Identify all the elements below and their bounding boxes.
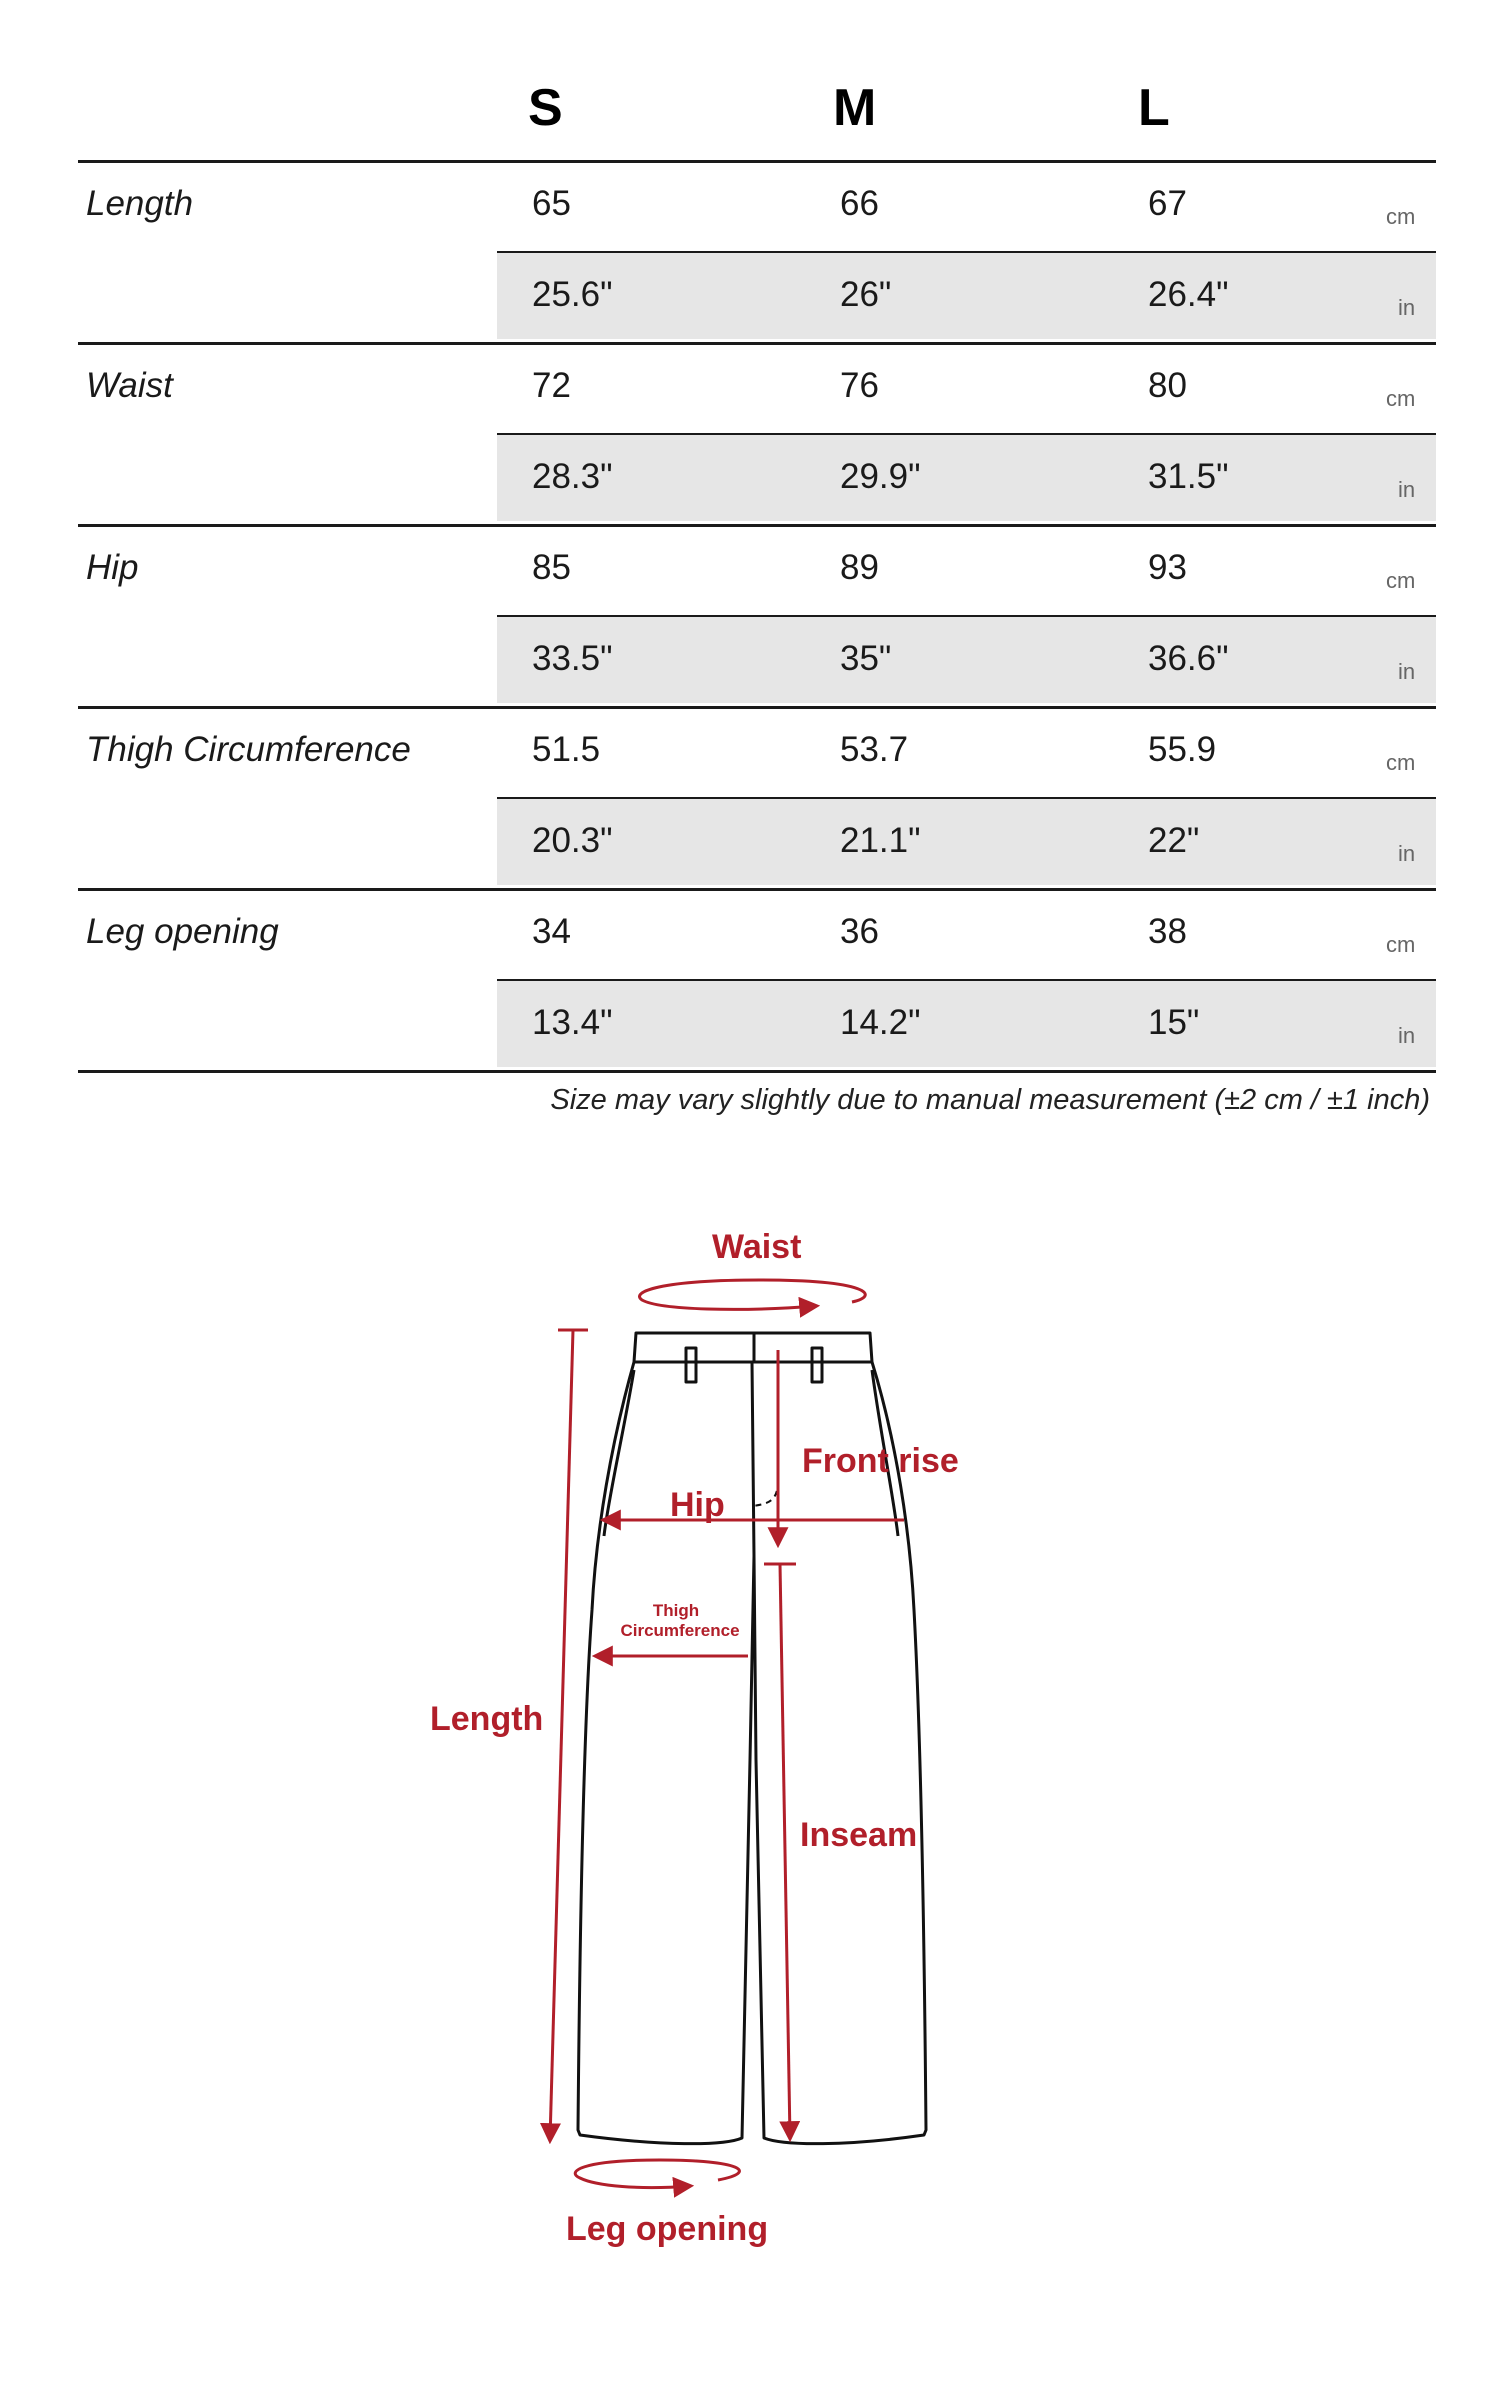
in-value-thigh-circumference-l: 22" bbox=[1148, 821, 1200, 860]
belt-loop-right bbox=[812, 1348, 822, 1382]
unit-label-in: in bbox=[1398, 659, 1416, 684]
row-label-length: Length bbox=[86, 184, 194, 223]
unit-divider bbox=[497, 797, 1436, 799]
cm-value-leg-opening-l: 38 bbox=[1148, 912, 1187, 951]
unit-label-in: in bbox=[1398, 841, 1416, 866]
in-value-thigh-circumference-m: 21.1" bbox=[840, 821, 921, 860]
label-length: Length bbox=[430, 1700, 544, 1738]
row-divider bbox=[78, 888, 1436, 891]
unit-label-cm: cm bbox=[1386, 568, 1416, 593]
label-leg-opening: Leg opening bbox=[566, 2210, 769, 2248]
inch-row-band bbox=[497, 435, 1436, 521]
cm-value-waist-l: 80 bbox=[1148, 366, 1187, 405]
inch-row-band bbox=[497, 981, 1436, 1067]
row-divider bbox=[78, 706, 1436, 709]
in-value-waist-s: 28.3" bbox=[532, 457, 613, 496]
cm-value-length-m: 66 bbox=[840, 184, 879, 223]
row-divider bbox=[78, 524, 1436, 527]
cm-value-waist-m: 76 bbox=[840, 366, 879, 405]
label-inseam: Inseam bbox=[800, 1816, 918, 1854]
row-label-leg-opening: Leg opening bbox=[86, 912, 279, 951]
row-divider bbox=[78, 160, 1436, 163]
waist-ellipse bbox=[640, 1280, 866, 1309]
unit-divider bbox=[497, 979, 1436, 981]
in-value-leg-opening-m: 14.2" bbox=[840, 1003, 921, 1042]
row-divider bbox=[78, 342, 1436, 345]
label-thigh-line2: Circumference bbox=[620, 1621, 740, 1640]
cm-value-hip-l: 93 bbox=[1148, 548, 1187, 587]
unit-label-cm: cm bbox=[1386, 932, 1416, 957]
inch-row-band bbox=[497, 253, 1436, 339]
cm-value-thigh-circumference-m: 53.7 bbox=[840, 730, 909, 769]
label-front-rise: Front rise bbox=[802, 1442, 959, 1480]
in-value-length-l: 26.4" bbox=[1148, 275, 1229, 314]
unit-label-cm: cm bbox=[1386, 386, 1416, 411]
length-line bbox=[550, 1330, 573, 2140]
in-value-hip-l: 36.6" bbox=[1148, 639, 1229, 678]
size-header-l: L bbox=[1138, 79, 1170, 137]
left-leg-outline bbox=[578, 1362, 754, 2144]
cm-value-thigh-circumference-l: 55.9 bbox=[1148, 730, 1217, 769]
in-value-hip-m: 35" bbox=[840, 639, 892, 678]
in-value-waist-l: 31.5" bbox=[1148, 457, 1229, 496]
in-value-length-s: 25.6" bbox=[532, 275, 613, 314]
size-header-m: M bbox=[833, 79, 877, 137]
in-value-waist-m: 29.9" bbox=[840, 457, 921, 496]
table-bottom-rule bbox=[78, 1070, 1436, 1073]
label-thigh-line1: Thigh bbox=[652, 1601, 700, 1620]
row-label-waist: Waist bbox=[86, 366, 173, 405]
measurement-note: Size may vary slightly due to manual measurement (±2 cm / ±1 inch) bbox=[550, 1084, 1430, 1116]
cm-value-hip-m: 89 bbox=[840, 548, 879, 587]
cm-value-length-s: 65 bbox=[532, 184, 571, 223]
cm-value-length-l: 67 bbox=[1148, 184, 1187, 223]
unit-label-cm: cm bbox=[1386, 204, 1416, 229]
in-value-leg-opening-s: 13.4" bbox=[532, 1003, 613, 1042]
row-label-hip: Hip bbox=[86, 548, 139, 587]
cm-value-leg-opening-s: 34 bbox=[532, 912, 571, 951]
unit-divider bbox=[497, 251, 1436, 253]
measurement-lines bbox=[550, 1280, 904, 2188]
in-value-length-m: 26" bbox=[840, 275, 892, 314]
pocket-left bbox=[604, 1370, 634, 1536]
leg-opening-ellipse bbox=[575, 2160, 739, 2188]
row-label-thigh-circumference: Thigh Circumference bbox=[86, 730, 411, 769]
pants-measurement-diagram bbox=[0, 1200, 1500, 2300]
belt-loop-left bbox=[686, 1348, 696, 1382]
inseam-line bbox=[780, 1564, 790, 2138]
inch-row-band bbox=[497, 799, 1436, 885]
label-hip: Hip bbox=[670, 1486, 725, 1524]
in-value-thigh-circumference-s: 20.3" bbox=[532, 821, 613, 860]
inch-row-band bbox=[497, 617, 1436, 703]
cm-value-thigh-circumference-s: 51.5 bbox=[532, 730, 601, 769]
size-header-s: S bbox=[528, 79, 563, 137]
cm-value-hip-s: 85 bbox=[532, 548, 571, 587]
unit-divider bbox=[497, 433, 1436, 435]
cm-value-waist-s: 72 bbox=[532, 366, 571, 405]
unit-label-cm: cm bbox=[1386, 750, 1416, 775]
unit-label-in: in bbox=[1398, 477, 1416, 502]
unit-divider bbox=[497, 615, 1436, 617]
cm-value-leg-opening-m: 36 bbox=[840, 912, 879, 951]
in-value-hip-s: 33.5" bbox=[532, 639, 613, 678]
unit-label-in: in bbox=[1398, 1023, 1416, 1048]
in-value-leg-opening-l: 15" bbox=[1148, 1003, 1200, 1042]
unit-label-in: in bbox=[1398, 295, 1416, 320]
fly-stitch bbox=[752, 1370, 778, 1506]
label-waist: Waist bbox=[712, 1228, 802, 1266]
